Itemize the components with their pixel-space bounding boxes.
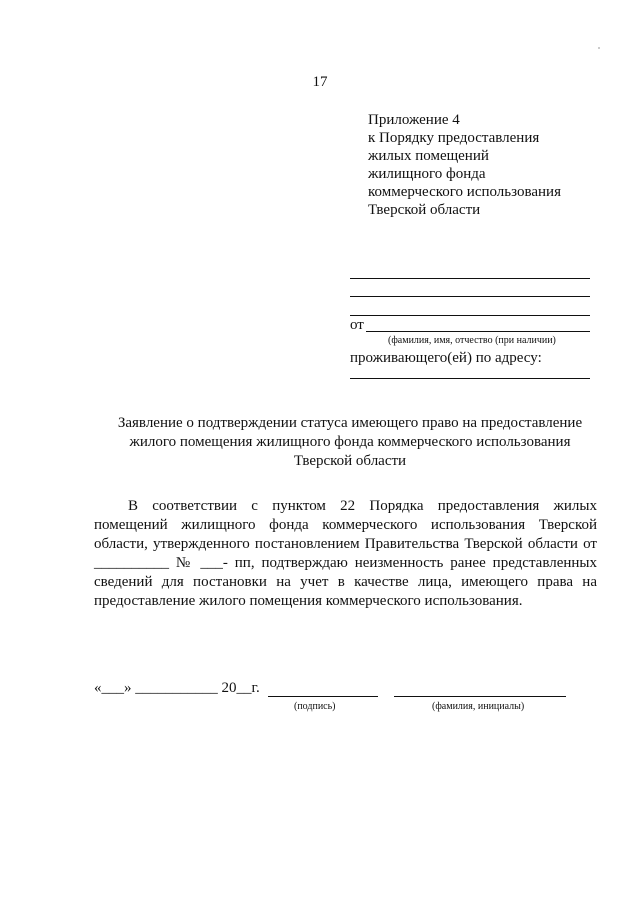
title-line: жилого помещения жилищного фонда коммерческого использования: [129, 434, 571, 450]
addressee-line-1[interactable]: [350, 278, 590, 279]
address-label: проживающего(ей) по адресу:: [350, 350, 542, 366]
signature-line[interactable]: [268, 696, 378, 697]
page-number: 17: [312, 74, 328, 90]
appendix-line: жилищного фонда: [368, 166, 486, 182]
appendix-line: Приложение 4: [368, 112, 460, 128]
name-initials-caption: (фамилия, инициалы): [432, 701, 525, 712]
date-field[interactable]: «___» ___________ 20__г.: [94, 680, 260, 696]
statement-paragraph: В соответствии с пунктом 22 Порядка предоставления жилых помещений жилищного фонда коммерческого использования Тверской области, утвержденного постановлением Правительства Тверской области от __________ № ___- пп, подтверждаю неизменность ранее представленных сведений для постановки на учет в качестве лица, имеющего права на предоставление жилого помещения коммерческого использования.: [94, 498, 597, 609]
addressee-line-3[interactable]: [350, 315, 590, 316]
title-line: Тверской области: [293, 453, 407, 469]
title-line: Заявление о подтверждении статуса имеющего право на предоставление: [117, 415, 583, 431]
appendix-line: к Порядку предоставления: [368, 130, 540, 146]
appendix-line: коммерческого использования: [368, 184, 561, 200]
scan-speck: [598, 47, 600, 49]
name-initials-line[interactable]: [394, 696, 566, 697]
document-title: [100, 414, 600, 471]
appendix-line: жилых помещений: [368, 148, 489, 164]
applicant-name-line[interactable]: [366, 331, 590, 332]
signature-caption: (подпись): [294, 701, 336, 712]
statement-body: [94, 497, 597, 611]
fio-caption: (фамилия, имя, отчество (при наличии): [388, 335, 556, 346]
appendix-heading: [368, 111, 561, 219]
appendix-line: Тверской области: [368, 202, 481, 218]
address-line[interactable]: [350, 378, 590, 379]
addressee-line-2[interactable]: [350, 296, 590, 297]
from-label: от: [350, 317, 364, 333]
